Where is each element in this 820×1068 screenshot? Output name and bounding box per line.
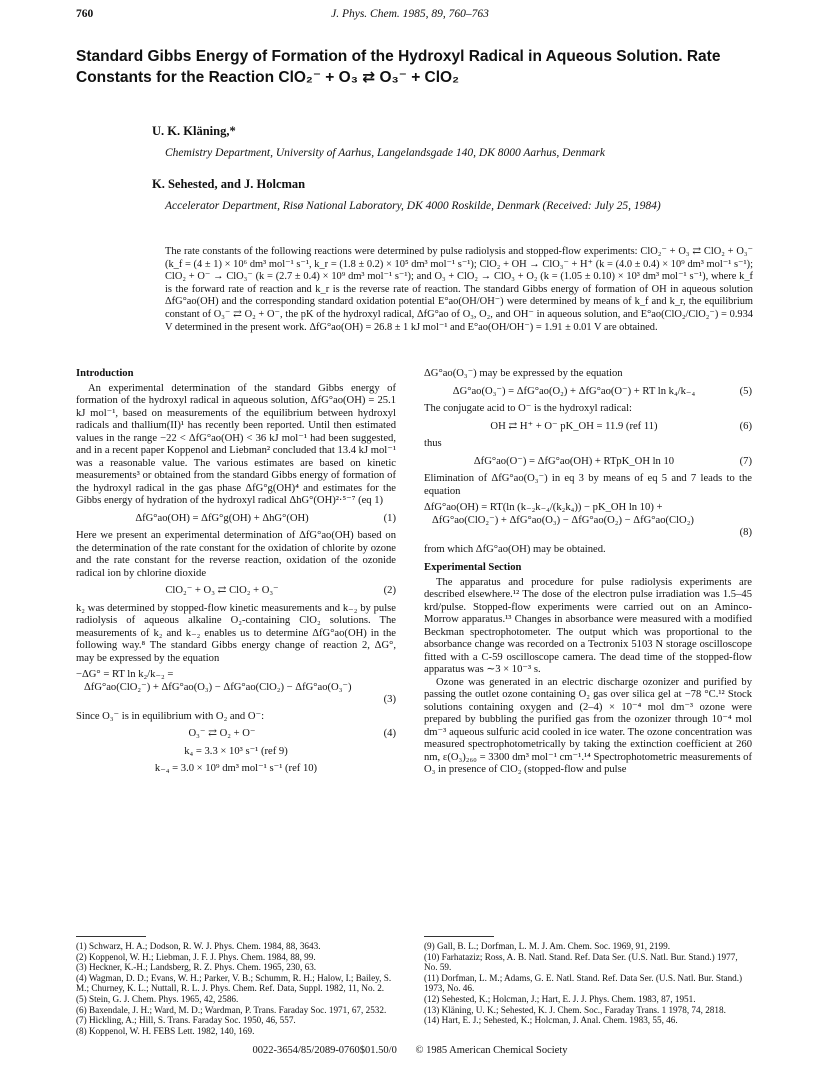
paragraph: Elimination of ΔfG°ao(O₃⁻) in eq 3 by means of eq 5 and 7 leads to the equation <box>424 473 752 497</box>
equation-line <box>76 682 396 695</box>
copyright-notice: © 1985 American Chemical Society <box>415 1045 568 1056</box>
reference-item: (2) Koppenol, W. H.; Liebman, J. F. J. Phys. Chem. 1984, 88, 99. <box>76 951 316 962</box>
equation-number: (1) <box>383 512 396 524</box>
reference-item: (10) Farhataziz; Ross, A. B. Natl. Stand. Ref. Data Ser. (U.S. Natl. Bur. Stand.) 1977, No. 59. <box>424 951 738 973</box>
equation-number: (7) <box>739 455 752 467</box>
reference-item: (12) Sehested, K.; Holcman, J.; Hart, E. J. J. Phys. Chem. 1983, 87, 1951. <box>424 993 696 1004</box>
equation-number: (6) <box>739 420 752 432</box>
affiliation-1: Chemistry Department, University of Aarhus, Langelandsgade 140, DK 8000 Aarhus, Denmark <box>165 147 605 159</box>
reference-item: (9) Gall, B. L.; Dorfman, L. M. J. Am. Chem. Soc. 1969, 91, 2199. <box>424 941 671 951</box>
reference-item: (11) Dorfman, L. M.; Adams, G. E. Natl. Stand. Ref. Data Ser. (U.S. Natl. Bur. Stand.) 1973, No. 46. <box>424 972 743 994</box>
paragraph: Here we present an experimental determination of ΔfG°ao(OH) based on the determination of the rate constant for the oxidation of chlorite by ozone and the rate constant for the reverse reaction, oxidation of the ozonide radical ion by chlorine dioxide <box>76 530 396 579</box>
rate-constant-k4 <box>76 746 396 759</box>
equation-number: (8) <box>739 527 752 538</box>
equation-7 <box>424 456 752 469</box>
article-code: 0022-3654/85/2089-0760$01.50/0 <box>252 1045 397 1056</box>
reference-item: (3) Heckner, K.-H.; Landsberg, R. Z. Phys. Chem. 1965, 230, 63. <box>76 962 317 973</box>
equation-line <box>424 515 752 528</box>
author-line-1: U. K. Kläning,* <box>152 124 236 138</box>
paragraph: An experimental determination of the standard Gibbs energy of formation of the hydroxyl radical in aqueous solution, ΔfG°ao(OH) = 25.1 kJ mol⁻¹, based on measurements of the equilibrium between hydroxyl radicals and thallium(II)¹ has recently been reported. Until then estimated values in the range −22 < ΔfG°ao(OH) < 36 kJ mol⁻¹ had been suggested, and in a recent paper Koppenol and Liebman² concluded that 13.4 kJ mol⁻¹ was a reasonable value. The various estimates are based on kinetic measurements³ or obtained from the standard Gibbs energy of formation of the hydroxyl radical in the gas phase ΔfG°g(OH)⁴ and estimates for the Gibbs energy of hydration of the hydroxyl radical ΔhG°(OH)²·⁵⁻⁷ (eq 1) <box>76 382 396 506</box>
equation-3 <box>76 669 396 707</box>
reference-item: (4) Wagman, D. D.; Evans, W. H.; Parker, V. B.; Schumm, R. H.; Halow, I.; Bailey, S. M.; Churney, K. L.; Nuttall, R. L. J. Phys. Chem. Ref. Data, Suppl. 1982, 11, No. 2. <box>76 972 392 994</box>
equation-expression: ΔG°ao(O₃⁻) = ΔfG°ao(O₂) + ΔfG°ao(O⁻) + RT ln k₄/k₋₄ <box>452 385 696 397</box>
equation-number: (3) <box>383 694 396 705</box>
equation-expression: ΔfG°ao(ClO₂⁻) + ΔfG°ao(O₃) − ΔfG°ao(ClO₂) − ΔfG°ao(O₃⁻) <box>84 681 352 693</box>
reference-item: (13) Kläning, U. K.; Sehested, K. J. Chem. Soc., Faraday Trans. 1 1978, 74, 2818. <box>424 1004 726 1015</box>
paragraph: The conjugate acid to O⁻ is the hydroxyl radical: <box>424 403 632 414</box>
equation-expression: O₃⁻ ⇄ O₂ + O⁻ <box>188 728 256 739</box>
author-line-2: K. Sehested, and J. Holcman <box>152 177 306 191</box>
affiliation-2: Accelerator Department, Risø National Laboratory, DK 4000 Roskilde, Denmark (Received: July 25, 1984) <box>165 200 661 212</box>
equation-6 <box>424 421 752 434</box>
section-heading-experimental: Experimental Section <box>424 562 522 573</box>
running-header <box>76 8 744 26</box>
paragraph: from which ΔfG°ao(OH) may be obtained. <box>424 543 606 555</box>
title-line-1: Standard Gibbs Energy of Formation of the Hydroxyl Radical in Aqueous Solution. Rate <box>76 48 721 65</box>
reference-item: (14) Hart, E. J.; Sehested, K.; Holcman, J. Anal. Chem. 1983, 55, 46. <box>424 1015 678 1026</box>
equation-number: (5) <box>739 385 752 397</box>
equation-expression: ΔfG°ao(ClO₂⁻) + ΔfG°ao(O₃) − ΔfG°ao(O₂) − ΔfG°ao(ClO₂) <box>432 514 694 526</box>
page-number: 760 <box>76 8 94 20</box>
equation-expression: ΔfG°ao(OH) = ΔfG°g(OH) + ΔhG°(OH) <box>135 512 309 524</box>
equation-2 <box>76 585 396 598</box>
paragraph: ΔG°ao(O₃⁻) may be expressed by the equation <box>424 368 623 379</box>
paragraph: k₂ was determined by stopped-flow kinetic measurements and k₋₂ by pulse radiolysis of aqueous alkaline O₂-containing ClO₂ solutions. The measurements of k₂ and k₋₂ enables us to determine ΔfG°ao(OH) in the following way.⁸ The standard Gibbs energy change of reaction 2, ΔG°, may be expressed by the equation <box>76 602 396 664</box>
reference-item: (7) Hickling, A.; Hill, S. Trans. Faraday Soc. 1950, 46, 557. <box>76 1015 296 1026</box>
abstract: The rate constants of the following reactions were determined by pulse radiolysis and stopped-flow experiments: ClO₂⁻ + O₃ ⇄ ClO₂ + O₃⁻ (k_f = (4 ± 1) × 10⁶ dm³ mol⁻¹ s⁻¹, k_r = (1.8 ± 0.2) × 10⁵ dm³ mol⁻¹ s⁻¹); ClO₂ + OH → ClO₃⁻ + H⁺ (k = (4.0 ± 0.4) × 10⁹ dm³ mol⁻¹ s⁻¹); ClO₂ + O⁻ → ClO₃⁻ (k = (2.7 ± 0.4) × 10⁹ dm³ mol⁻¹ s⁻¹); and O₃ + ClO₂ → ClO₃ + O₂ (k = (1.05 ± 0.10) × 10³ dm³ mol⁻¹ s⁻¹), where k_f is the forward rate of reaction and k_r is the reverse rate of reaction. The standard Gibbs energy of formation of OH in aqueous solution ΔfG°ao(OH) and the corresponding standard oxidation potential E°ao(OH/OH⁻) were determined by means of k_f and k_r, the equilibrium constant of O₃⁻ ⇄ O₂ + O⁻, the pK of the hydroxyl radical, ΔfG°ao of O₃, O₂, and OH⁻ in aqueous solution, and E°ao(ClO₂/ClO₂⁻) = 0.934 V determined in the present work. ΔfG°ao(OH) = 26.8 ± 1 kJ mol⁻¹ and E°ao(OH/OH⁻) = 1.91 ± 0.01 V are obtained. <box>165 246 753 333</box>
equation-expression: ClO₂⁻ + O₃ ⇄ ClO₂ + O₃⁻ <box>165 585 279 596</box>
footnote-rule <box>424 936 494 937</box>
equation-number: (2) <box>383 585 396 596</box>
reference-item: (6) Baxendale, J. H.; Ward, M. D.; Wardman, P. Trans. Faraday Soc. 1971, 67, 2532. <box>76 1004 387 1015</box>
page-footer <box>0 1045 820 1056</box>
footnote-rule <box>76 936 146 937</box>
reference-item: (1) Schwarz, H. A.; Dodson, R. W. J. Phys. Chem. 1984, 88, 3643. <box>76 941 321 951</box>
paragraph: Ozone was generated in an electric discharge ozonizer and purified by passing the outlet ozone containing O₂ gas over silica gel at −78 °C.¹² Stock solutions containing oxygen and (2–4) × 10⁻⁴ mol dm⁻³ ozone were prepared by bubbling the purified gas from the ozonizer through 10⁻⁴ mol dm⁻³ aqueous sulfuric acid cooled in ice water. The ozone concentration was measured spectrophotometrically by taking the extinction coefficient at 260 nm, ε(O₃)₂₆₀ = 3300 dm³ mol⁻¹ cm⁻¹.¹⁴ Spectrophotometric measurements of O₃ in presence of ClO₂ (stopped-flow and pulse <box>424 676 752 775</box>
equation-expression: ΔfG°ao(O⁻) = ΔfG°ao(OH) + RTpK_OH ln 10 <box>473 455 675 467</box>
paragraph: thus <box>424 438 442 449</box>
equation-expression: OH ⇄ H⁺ + O⁻ pK_OH = 11.9 (ref 11) <box>490 420 658 432</box>
equation-8 <box>424 502 752 540</box>
equation-expression: k₋₄ = 3.0 × 10⁹ dm³ mol⁻¹ s⁻¹ (ref 10) <box>154 763 318 774</box>
references-left <box>76 936 398 1036</box>
section-heading-introduction: Introduction <box>76 368 134 379</box>
rate-constant-k-4 <box>76 763 396 776</box>
reference-item: (8) Koppenol, W. H. FEBS Lett. 1982, 140, 169. <box>76 1025 255 1036</box>
equation-line: ΔfG°ao(OH) = RT(ln (k₋₂k₋₄/(k₂k₄)) − pK_OH ln 10) + <box>424 502 663 513</box>
equation-4 <box>76 728 396 741</box>
left-column <box>76 368 396 781</box>
paragraph: Since O₃⁻ is in equilibrium with O₂ and O⁻: <box>76 710 265 722</box>
references-right <box>424 936 752 1026</box>
equation-expression: k₄ = 3.3 × 10³ s⁻¹ (ref 9) <box>184 745 288 757</box>
equation-5 <box>424 386 752 399</box>
equation-line: −ΔG° = RT ln k₂/k₋₂ = <box>76 669 174 680</box>
equation-number: (4) <box>383 728 396 739</box>
article-title <box>76 46 756 88</box>
paragraph: The apparatus and procedure for pulse radiolysis experiments are described elsewhere.¹² The dose of the electron pulse irradiation was 1.5–45 krd/pulse. Stopped-flow experiments were carried out on an Aminco-Morrow apparatus.¹³ Changes in absorbance were measured with a modified Beckman spectrophotometer. The output which was proportional to the absorbance change was recorded on a Tectronix 5103 N storage oscilloscope fitted with a C-59 oscilloscope camera. The dead time of the stopped-flow apparatus was ∼3 × 10⁻³ s. <box>424 576 752 675</box>
journal-citation: J. Phys. Chem. 1985, 89, 760–763 <box>331 8 489 20</box>
equation-1 <box>76 513 396 526</box>
title-line-2: Constants for the Reaction ClO₂⁻ + O₃ ⇄ O₃⁻ + ClO₂ <box>76 69 460 86</box>
right-column <box>424 368 752 777</box>
reference-item: (5) Stein, G. J. Chem. Phys. 1965, 42, 2586. <box>76 993 239 1004</box>
